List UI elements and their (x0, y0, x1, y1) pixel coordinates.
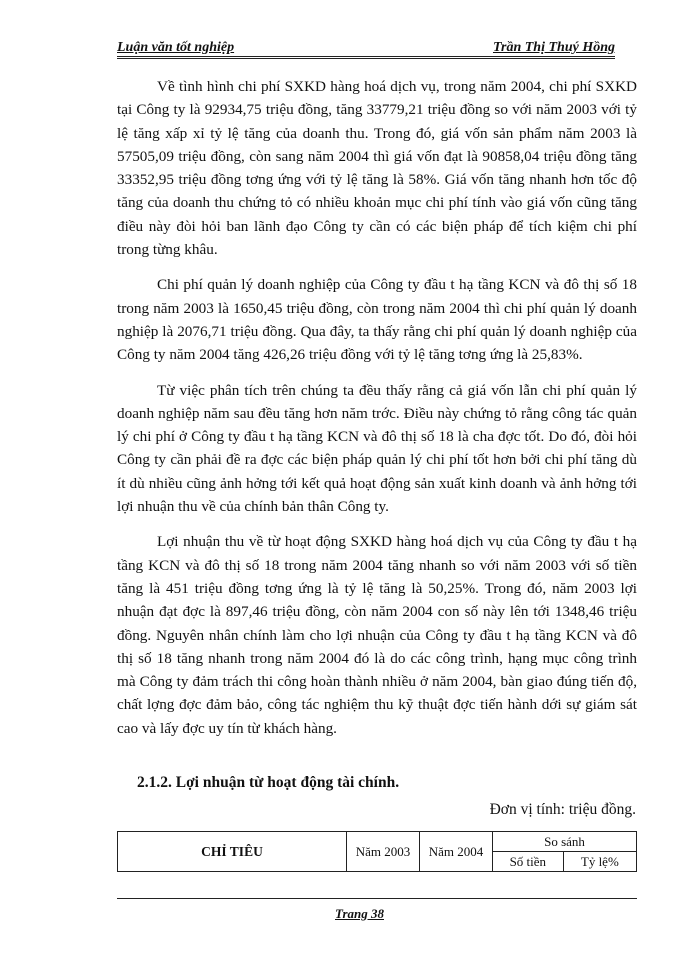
table-header-row (118, 832, 637, 852)
document-body (117, 75, 637, 752)
header-2003: Năm 2003 (347, 832, 420, 872)
header-tyle: Tỷ lệ% (563, 852, 636, 872)
financial-table (117, 831, 637, 872)
paragraph-2: Chi phí quản lý doanh nghiệp của Công ty đầu t hạ tầng KCN và đô thị số 18 trong năm 2003 là 1650,45 triệu đồng, còn trong năm 2004 thì chi phí quản lý doanh nghiệp là 2076,71 triệu đồng. Qua đây, ta thấy rằng chi phí quản lý doanh nghiệp của Công ty năm 2004 tăng 426,26 triệu đồng với tỷ lệ tăng tơng ứng là 25,83%. (117, 276, 637, 364)
header-left: Luận văn tốt nghiệp (117, 40, 235, 55)
header-chitieu: CHỈ TIÊU (118, 832, 347, 872)
paragraph-4: Lợi nhuận thu về từ hoạt động SXKD hàng hoá dịch vụ của Công ty đầu t hạ tầng KCN và đô thị số 18 trong năm 2004 tăng nhanh so với năm 2003 với số tiền tăng là 451 triệu đồng tơng ứng là tỷ lệ tăng là 50,25%. Trong đó, năm 2003 lợi nhuận đạt đợc là 897,46 triệu đồng, còn năm 2004 con số này lên tới 1348,46 triệu đồng. Nguyên nhân chính làm cho lợi nhuận của Công ty đầu t hạ tầng KCN và đô thị số 18 tăng nhanh trong năm 2004 đó là do các công trình, hạng mục công trình mà Công ty đảm trách thi công hoàn thành nhiều ở năm 2004, bàn giao đúng tiến độ, chất lợng đợc đảm bảo, công tác nghiệm thu kỹ thuật đợc tiến hành dới sự giám sát cao và lấy đợc uy tín từ khách hàng. (117, 533, 637, 737)
paragraph-1: Về tình hình chi phí SXKD hàng hoá dịch vụ, trong năm 2004, chi phí SXKD tại Công ty là 92934,75 triệu đồng, tăng 33779,21 triệu đồng so với năm 2003 với tỷ lệ tăng xấp xỉ tỷ lệ tăng của doanh thu. Trong đó, giá vốn sản phẩm năm 2003 là 57505,09 triệu đồng, còn sang năm 2004 thì giá vốn đạt là 90858,04 triệu đồng tăng 33352,95 triệu đồng tơng ứng với tỷ lệ tăng là 58%. Giá vốn tăng nhanh hơn tốc độ tăng của doanh thu chứng tỏ có nhiều khoản mục chi phí tính vào giá vốn cũng tăng điều này đòi hỏi ban lãnh đạo Công ty cần có các biện pháp để tích kiệm chi phí trong từng khâu. (117, 78, 637, 259)
page-header (117, 34, 615, 59)
page-number: Trang 38 (335, 906, 384, 921)
section-title: 2.1.2. Lợi nhuận từ hoạt động tài chính. (137, 774, 400, 791)
header-right: Trần Thị Thuý Hồng (492, 40, 615, 55)
header-sosanh: So sánh (493, 832, 637, 852)
header-2004: Năm 2004 (420, 832, 493, 872)
header-sotien: Số tiền (493, 852, 564, 872)
unit-label: Đơn vị tính: triệu đồng. (489, 801, 636, 818)
footer-divider (117, 898, 637, 899)
paragraph-3: Từ việc phân tích trên chúng ta đều thấy rằng cả giá vốn lẫn chi phí quản lý doanh nghiệp năm sau đều tăng hơn năm trớc. Điều này chứng tỏ rằng công tác quản lý chi phí ở Công ty đầu t hạ tầng KCN và đô thị số 18 là cha đợc tốt. Do đó, đòi hỏi Công ty cần phải đề ra đợc các biện pháp quản lý chi phí tốt hơn bởi chi phí tăng dù ít dù nhiều cũng ảnh hởng tới kết quả hoạt động sản xuất kinh doanh và ảnh hởng tới lợi nhuận thu về của chính bản thân Công ty. (117, 381, 637, 516)
